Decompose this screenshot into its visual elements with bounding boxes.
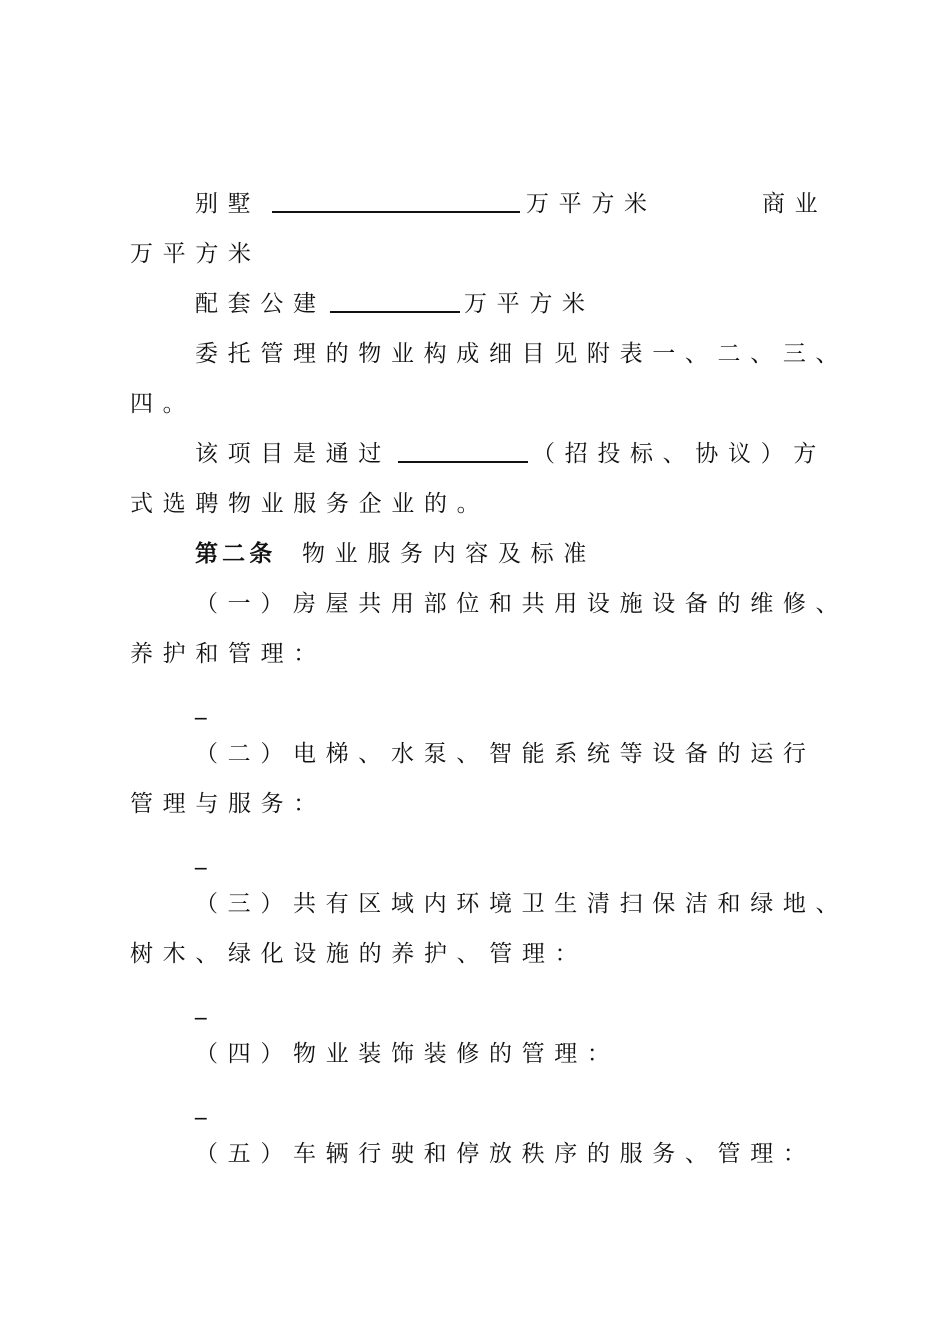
section-4-blank xyxy=(0,1092,950,1122)
section-1-title: （一）房屋共用部位和共用设施设备的维修、 xyxy=(195,591,849,617)
appendix-text: 委托管理的物业构成细目见附表一、二、三、 xyxy=(195,341,849,367)
villa-area-blank[interactable] xyxy=(272,189,520,213)
selection-text-end: 式选聘物业服务企业的。 xyxy=(130,491,490,517)
selection-options: （招投标、协议）方 xyxy=(532,441,826,467)
section-1-title-end: 养护和管理： xyxy=(130,641,326,667)
facilities-unit: 万平方米 xyxy=(464,291,595,317)
section-1-blank xyxy=(0,692,950,722)
selection-text: 该项目是通过 xyxy=(195,441,391,467)
section-3-blank xyxy=(0,992,950,1022)
facilities-label: 配套公建 xyxy=(195,291,326,317)
facilities-area-blank[interactable] xyxy=(330,289,460,313)
article-number: 第二条 xyxy=(195,541,277,567)
appendix-line xyxy=(0,339,950,369)
selection-method-blank[interactable] xyxy=(398,439,528,463)
section-2-title-end: 管理与服务： xyxy=(130,791,326,817)
commercial-label: 商业 xyxy=(762,191,828,217)
section-4-dash[interactable]: _ xyxy=(195,1094,207,1120)
commercial-unit-line xyxy=(0,239,950,269)
selection-method-line-end xyxy=(0,489,950,519)
section-3-title-end: 树木、绿化设施的养护、管理： xyxy=(130,941,588,967)
section-5-title: （五）车辆行驶和停放秩序的服务、管理： xyxy=(195,1141,816,1167)
section-4-line xyxy=(0,1039,950,1069)
section-2-line xyxy=(0,739,950,769)
section-2-title: （二）电梯、水泵、智能系统等设备的运行 xyxy=(195,741,816,767)
appendix-text-end: 四。 xyxy=(130,391,196,417)
villa-unit: 万平方米 xyxy=(526,191,657,217)
section-2-line-end xyxy=(0,789,950,819)
section-1-line-end xyxy=(0,639,950,669)
area-villa-line xyxy=(0,189,950,219)
villa-label: 别墅 xyxy=(195,191,261,217)
section-3-dash[interactable]: _ xyxy=(195,994,207,1020)
section-2-dash[interactable]: _ xyxy=(195,844,207,870)
section-3-title: （三）共有区域内环境卫生清扫保洁和绿地、 xyxy=(195,891,849,917)
facilities-line xyxy=(0,289,950,319)
section-4-title: （四）物业装饰装修的管理： xyxy=(195,1041,620,1067)
selection-method-line xyxy=(0,439,950,469)
section-3-line-end xyxy=(0,939,950,969)
commercial-unit: 万平方米 xyxy=(130,241,261,267)
appendix-line-end xyxy=(0,389,950,419)
article-2-heading xyxy=(0,539,950,569)
article-title: 物业服务内容及标准 xyxy=(302,541,596,567)
section-3-line xyxy=(0,889,950,919)
section-1-dash[interactable]: _ xyxy=(195,694,207,720)
section-1-line xyxy=(0,589,950,619)
section-2-blank xyxy=(0,842,950,872)
section-5-line xyxy=(0,1139,950,1169)
